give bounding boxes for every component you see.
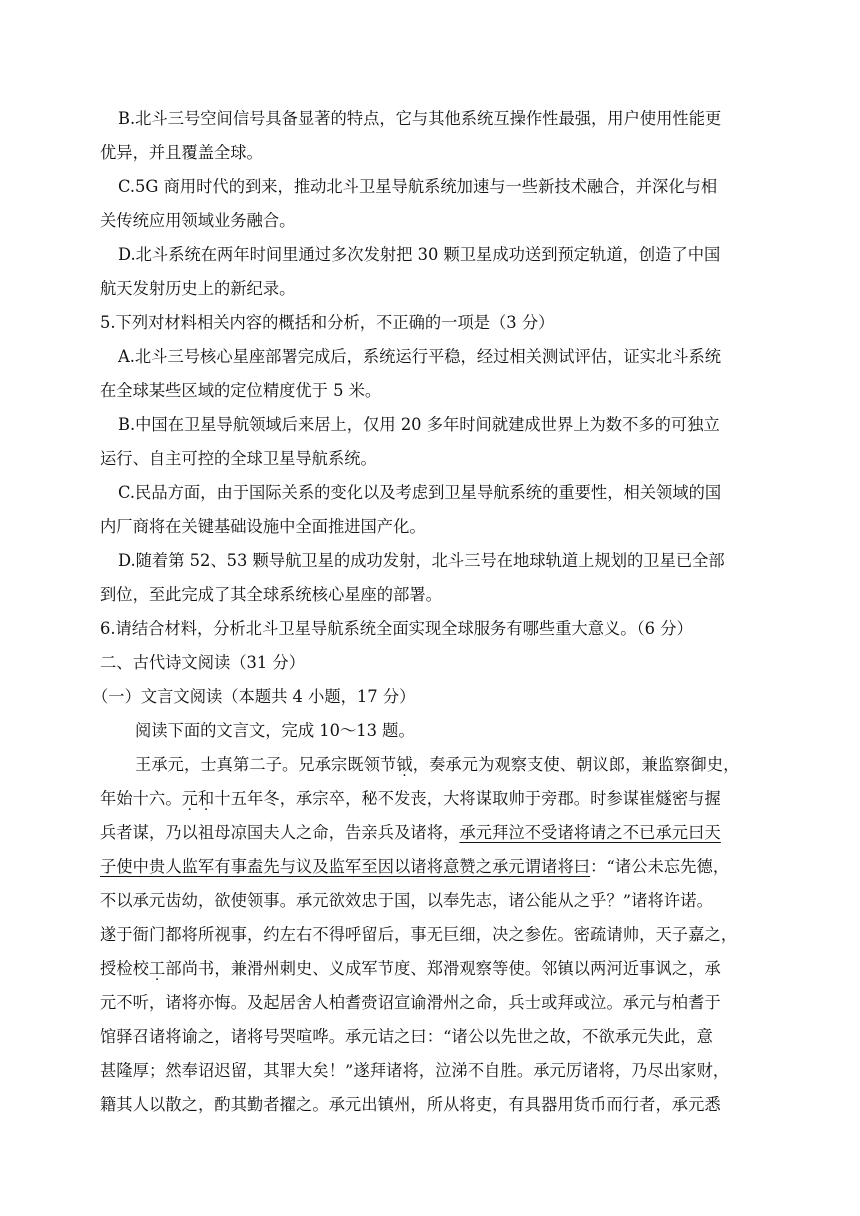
q5-option-a-line1: A.北斗三号核心星座部署完成后，系统运行平稳，经过相关测试评估，证实北斗系统 (118, 347, 722, 366)
reading-instruction: 阅读下面的文言文，完成 10～13 题。 (135, 721, 415, 740)
underlined-sentence: 承元拜泣不受诸将请之不已承元曰天 (459, 823, 721, 842)
passage-line-4: 子使中贵人监军有事盍先与议及监军至因以诸将意赞之承元谓诸将曰：“诸公未忘先德， (100, 857, 730, 876)
passage-line-5: 不以承元齿幼，欲使领事。承元欲效忠于国，以奉先志，诸公能从之乎？”诸将许诺。 (100, 891, 713, 910)
q4-option-d-line1: D.北斗系统在两年时间里通过多次发射把 30 颗卫星成功送到预定轨道，创造了中国 (118, 245, 721, 264)
q5-stem: 5.下列对材料相关内容的概括和分析，不正确的一项是（3 分） (100, 313, 555, 332)
q4-option-b-line1: B.北斗三号空间信号具备显著的特点，它与其他系统互操作性最强，用户使用性能更 (118, 109, 722, 128)
q5-option-b-line2: 运行、自主可控的全球卫星导航系统。 (100, 449, 377, 468)
q4-option-b-line2: 优异，并且覆盖全球。 (100, 143, 263, 162)
passage-line-8: 元不听，诸将亦悔。及起居舍人柏耆赍诏宣谕滑州之命，兵士或拜或泣。承元与柏耆于 (100, 993, 721, 1012)
q4-option-d-line2: 航天发射历史上的新纪录。 (100, 279, 296, 298)
passage-line-10: 甚隆厚；然奉诏迟留，其罪大矣！”遂拜诸将，泣涕不自胜。承元厉诸将，乃尽出家财， (100, 1061, 730, 1080)
dotted-char: 和 (198, 789, 215, 808)
dotted-char: 钺 (396, 755, 413, 774)
q5-option-a-line2: 在全球某些区域的定位精度优于 5 米。 (100, 381, 382, 400)
q5-option-c-line1: C.民品方面，由于国际关系的变化以及考虑到卫星导航系统的重要性，相关领域的国 (118, 483, 722, 502)
passage-line-6: 遂于衙门都将所视事，约左右不得呼留后，事无巨细，决之参佐。密疏请帅，天子嘉之， (100, 925, 738, 944)
passage-line-2: 年始十六。元和十五年冬，承宗卒，秘不发丧，大将谋取帅于旁郡。时参谋崔燧密与握 (100, 789, 721, 808)
passage-line-11: 籍其人以散之，酌其勤者擢之。承元出镇州，所从将吏，有具器用货币而行者，承元悉 (100, 1095, 721, 1114)
q4-option-c-line2: 关传统应用领域业务融合。 (100, 211, 296, 230)
passage-line-9: 馆驿召诸将谕之，诸将号哭喧哗。承元诘之曰：“诸公以先世之故，不欲承元失此，意 (100, 1027, 713, 1046)
q5-option-d-line1: D.随着第 52、53 颗导航卫星的成功发射，北斗三号在地球轨道上规划的卫星已全部 (118, 551, 725, 570)
passage-line-7: 授检校工部尚书，兼滑州刺史、义成军节度、郑滑观察等使。邻镇以两河近事讽之，承 (100, 959, 721, 978)
dotted-char: 工 (149, 959, 166, 978)
subsection-heading: （一）文言文阅读（本题共 4 小题，17 分） (92, 687, 416, 706)
q6-stem: 6.请结合材料，分析北斗卫星导航系统全面实现全球服务有哪些重大意义。（6 分） (100, 619, 693, 638)
passage-line-1: 王承元，士真第二子。兄承宗既领节钺，奏承元为观察支使、朝议郎，兼监察御史， (135, 755, 740, 774)
passage-line-3: 兵者谋，乃以祖母凉国夫人之命，告亲兵及诸将，承元拜泣不受诸将请之不已承元曰天 (100, 823, 721, 842)
q5-option-c-line2: 内厂商将在关键基础设施中全面推进国产化。 (100, 517, 426, 536)
q4-option-c-line1: C.5G 商用时代的到来，推动北斗卫星导航系统加速与一些新技术融合，并深化与相 (118, 177, 718, 196)
q5-option-b-line1: B.中国在卫星导航领域后来居上，仅用 20 多年时间就建成世界上为数不多的可独立 (118, 415, 720, 434)
section-heading: 二、古代诗文阅读（31 分） (100, 653, 305, 672)
q5-option-d-line2: 到位，至此完成了其全球系统核心星座的部署。 (100, 585, 442, 604)
underlined-sentence: 子使中贵人监军有事盍先与议及监军至因以诸将意赞之承元谓诸将曰 (100, 857, 591, 876)
dotted-char: 元 (181, 789, 199, 808)
